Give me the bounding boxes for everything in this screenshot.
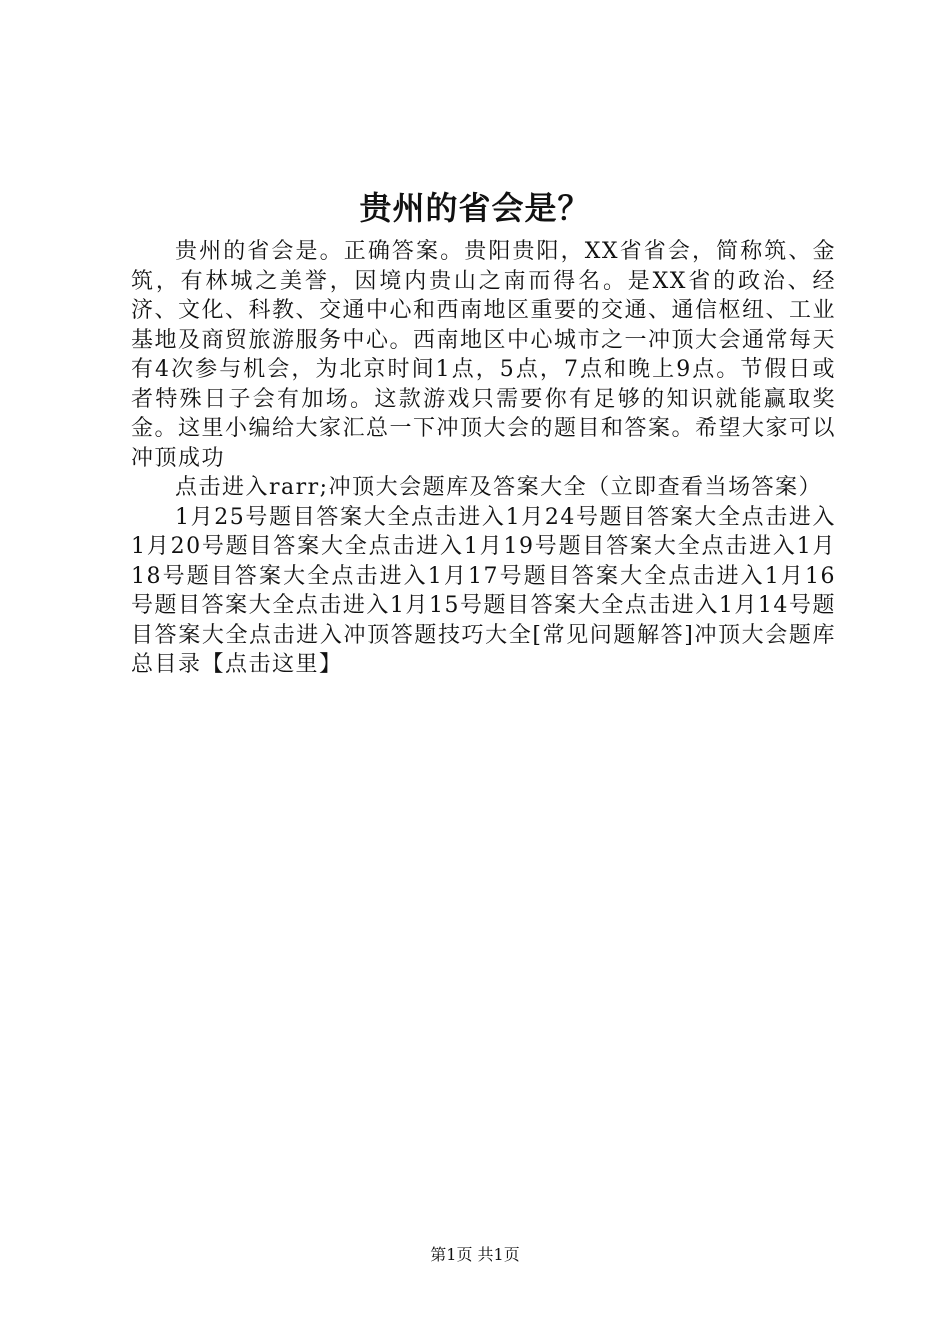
daily-answers-links-paragraph: 1月25号题目答案大全点击进入1月24号题目答案大全点击进入1月20号题目答案大全点击进入1月19号题目答案大全点击进入1月18号题目答案大全点击进入1月17号题目答案大全点击进入1月16号题目答案大全点击进入1月15号题目答案大全点击进入1月14号题目答案大全点击进入冲顶答题技巧大全[常见问题解答]冲顶大会题库总目录【点击这里】 [131, 504, 837, 677]
page-footer: 第1页 共1页 [430, 1245, 520, 1264]
document-body [131, 237, 836, 680]
question-bank-link-paragraph: 点击进入rarr;冲顶大会题库及答案大全（立即查看当场答案） [175, 475, 823, 500]
intro-paragraph: 贵州的省会是。正确答案。贵阳贵阳，XX省省会，简称筑、金筑，有林城之美誉，因境内贵山之南而得名。是XX省的政治、经济、文化、科教、交通中心和西南地区重要的交通、通信枢纽、工业基地及商贸旅游服务中心。西南地区中心城市之一冲顶大会通常每天有4次参与机会，为北京时间1点，5点，7点和晚上9点。节假日或者特殊日子会有加场。这款游戏只需要你有足够的知识就能赢取奖金。这里小编给大家汇总一下冲顶大会的题目和答案。希望大家可以冲顶成功 [131, 239, 837, 471]
document-title: 贵州的省会是？ [359, 189, 591, 227]
